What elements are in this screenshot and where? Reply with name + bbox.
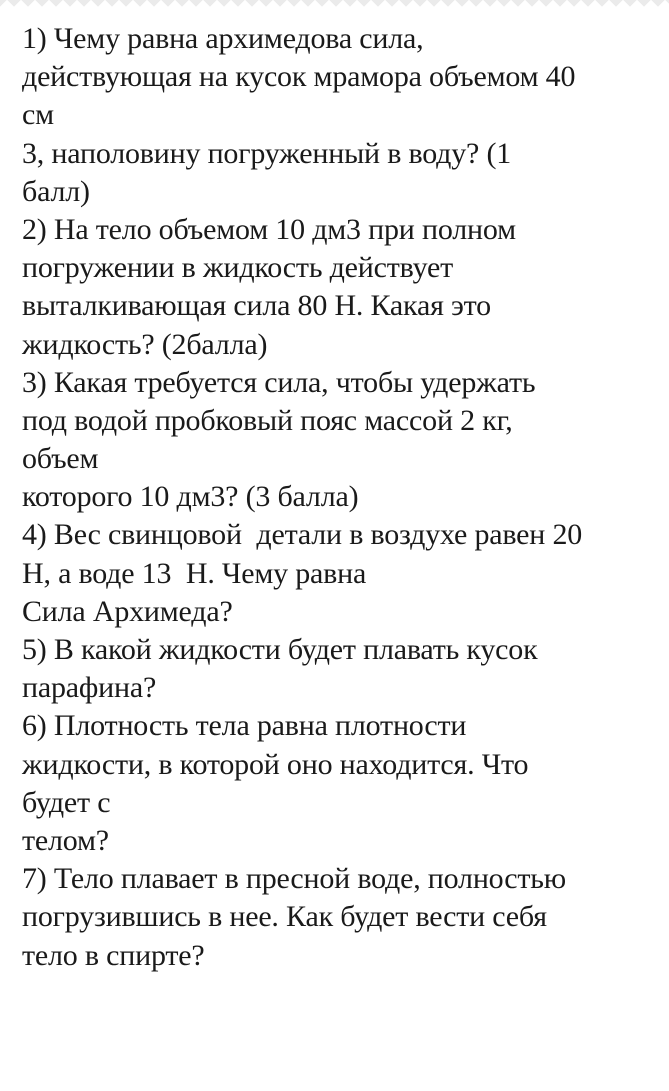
text-line: Сила Архимеда? (22, 594, 233, 628)
physics-questions-text (22, 20, 652, 975)
text-line: парафина? (22, 671, 157, 705)
text-line: тело в спирте? (22, 938, 205, 972)
text-line: 3, наполовину погруженный в воду? (1 (22, 136, 512, 170)
text-line: погрузившись в нее. Как будет вести себя (22, 900, 547, 934)
text-line: под водой пробковый пояс массой 2 кг, (22, 403, 513, 437)
text-line: Н, а воде 13 Н. Чему равна (22, 556, 367, 590)
text-line: жидкость? (2балла) (22, 327, 268, 361)
text-line: объем (22, 442, 99, 476)
text-line: 1) Чему равна архимедова сила, (22, 22, 424, 55)
torn-paper-edge (0, 0, 669, 12)
text-line: 4) Вес свинцовой детали в воздухе равен 20 (22, 518, 583, 552)
text-line: балл) (22, 174, 90, 208)
text-line: 6) Плотность тела равна плотности (22, 709, 467, 743)
text-line: 7) Тело плавает в пресной воде, полностью (22, 862, 566, 896)
text-line: телом? (22, 823, 109, 857)
text-line: см (22, 98, 54, 132)
text-line: погружении в жидкость действует (22, 251, 454, 285)
text-line: действующая на кусок мрамора объемом 40 (22, 60, 576, 94)
text-line: будет с (22, 785, 111, 819)
text-line: выталкивающая сила 80 Н. Какая это (22, 289, 491, 323)
text-line: 5) В какой жидкости будет плавать кусок (22, 633, 538, 666)
text-line: которого 10 дм3? (3 балла) (22, 480, 359, 514)
text-line: 2) На тело объемом 10 дм3 при полном (22, 212, 516, 246)
text-line: 3) Какая требуется сила, чтобы удержать (22, 365, 536, 399)
text-line: жидкости, в которой оно находится. Что (22, 747, 529, 781)
